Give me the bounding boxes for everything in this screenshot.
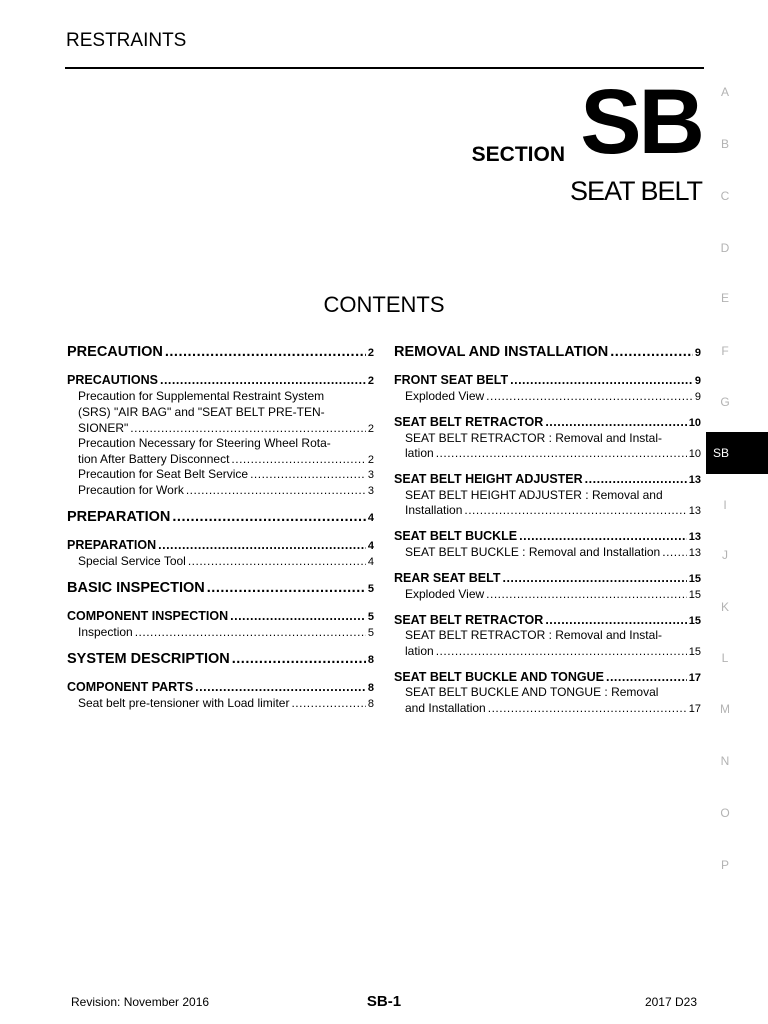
toc-entry-page: 8 — [367, 682, 374, 694]
toc-entry-title: PRECAUTION — [67, 344, 163, 360]
toc-entry-page: 5 — [367, 583, 374, 595]
toc-entry[interactable] — [394, 545, 701, 559]
toc-entry-page: 13 — [688, 547, 701, 559]
side-tab-p[interactable]: P — [720, 858, 729, 872]
toc-leader — [291, 696, 365, 710]
side-tab-j[interactable]: J — [722, 548, 728, 562]
toc-entry-title: SIONER" — [78, 421, 129, 435]
toc-entry[interactable] — [394, 373, 701, 387]
toc-entry-title: REMOVAL AND INSTALLATION — [394, 344, 609, 360]
toc-leader — [195, 680, 366, 694]
toc-entry-title: FRONT SEAT BELT — [394, 373, 509, 387]
toc-entry-title: Inspection — [78, 625, 133, 639]
toc-entry[interactable] — [67, 538, 374, 552]
side-tab-b[interactable]: B — [720, 137, 729, 151]
toc-entry[interactable] — [67, 483, 374, 497]
toc-leader — [585, 472, 687, 486]
toc-entry-title: Exploded View — [405, 389, 485, 403]
toc-leader — [135, 625, 366, 639]
side-tab-sb-active[interactable] — [706, 432, 768, 474]
toc-entry-line[interactable]: SEAT BELT HEIGHT ADJUSTER : Removal and — [405, 488, 663, 502]
toc-entry-page: 3 — [367, 485, 374, 497]
toc-leader — [231, 452, 365, 466]
side-tab-sb-label: SB — [713, 446, 730, 460]
toc-entry[interactable] — [67, 680, 374, 694]
toc-entry-page: 2 — [367, 423, 374, 435]
toc-entry-title: SYSTEM DESCRIPTION — [67, 651, 230, 667]
toc-entry-title: lation — [405, 644, 434, 658]
side-tab-g[interactable]: G — [720, 395, 730, 409]
toc-leader — [502, 571, 686, 585]
toc-entry-title: SEAT BELT RETRACTOR — [394, 415, 544, 429]
toc-entry-title: PREPARATION — [67, 509, 171, 525]
section-word: SECTION — [471, 143, 565, 166]
toc-entry-page: 5 — [367, 611, 374, 623]
toc-entry-page: 4 — [367, 556, 374, 568]
page-header-title: RESTRAINTS — [66, 30, 187, 51]
toc-leader — [188, 554, 366, 568]
toc-entry-page: 15 — [688, 615, 701, 627]
toc-entry-page: 4 — [367, 540, 374, 552]
toc-entry[interactable] — [394, 644, 701, 658]
toc-entry[interactable] — [67, 467, 374, 481]
toc-entry-line[interactable]: SEAT BELT RETRACTOR : Removal and Instal- — [405, 628, 662, 642]
side-tab-d[interactable]: D — [720, 241, 730, 255]
toc-entry[interactable] — [394, 571, 701, 585]
toc-entry[interactable] — [67, 373, 374, 387]
toc-entry-line[interactable]: SEAT BELT RETRACTOR : Removal and Instal- — [405, 431, 662, 445]
toc-leader — [165, 344, 366, 360]
toc-entry-title: SEAT BELT BUCKLE AND TONGUE — [394, 670, 604, 684]
toc-entry[interactable] — [394, 701, 701, 715]
toc-entry-title: COMPONENT INSPECTION — [67, 609, 229, 623]
toc-entry-page: 2 — [367, 454, 374, 466]
toc-entry-page: 9 — [694, 391, 701, 403]
toc-leader — [232, 651, 366, 667]
toc-leader — [130, 421, 366, 435]
side-tab-i[interactable]: I — [723, 498, 727, 512]
toc-entry[interactable] — [67, 509, 374, 525]
side-tab-l[interactable]: L — [721, 651, 729, 665]
toc-entry-page: 13 — [688, 474, 701, 486]
toc-entry-title: SEAT BELT BUCKLE — [394, 529, 518, 543]
toc-entry-title: Precaution for Seat Belt Service — [78, 467, 249, 481]
toc-entry-page: 17 — [688, 672, 701, 684]
toc-entry-page: 8 — [367, 654, 374, 666]
toc-entry-title: REAR SEAT BELT — [394, 571, 501, 585]
footer-revision: Revision: November 2016 — [71, 995, 210, 1009]
toc-entry-title: lation — [405, 446, 434, 460]
toc-leader — [662, 545, 687, 559]
toc-entry-line[interactable]: SEAT BELT BUCKLE AND TONGUE : Removal — [405, 685, 659, 699]
toc-entry[interactable] — [67, 344, 374, 360]
toc-leader — [545, 415, 686, 429]
toc-entry[interactable] — [394, 415, 701, 429]
side-tab-f[interactable]: F — [721, 344, 729, 358]
toc-entry[interactable] — [394, 670, 701, 684]
toc-entry[interactable] — [394, 344, 701, 360]
side-tab-k[interactable]: K — [720, 600, 729, 614]
toc-entry[interactable] — [394, 472, 701, 486]
toc-entry-page: 15 — [688, 646, 701, 658]
side-tab-n[interactable]: N — [720, 754, 730, 768]
side-tab-a[interactable]: A — [720, 85, 729, 99]
toc-entry-title: SEAT BELT HEIGHT ADJUSTER — [394, 472, 583, 486]
toc-leader — [486, 587, 687, 601]
toc-entry-page: 3 — [367, 469, 374, 481]
toc-leader — [230, 609, 366, 623]
toc-leader — [606, 670, 687, 684]
toc-leader — [545, 613, 686, 627]
toc-entry-page: 9 — [694, 375, 701, 387]
toc-entry-page: 10 — [688, 448, 701, 460]
toc-entry[interactable] — [394, 446, 701, 460]
toc-entry-title: PRECAUTIONS — [67, 373, 158, 387]
side-tab-c[interactable]: C — [720, 189, 730, 203]
toc-leader — [172, 509, 365, 525]
toc-entry-page: 13 — [688, 505, 701, 517]
toc-entry[interactable] — [67, 651, 374, 667]
toc-leader — [488, 701, 687, 715]
toc-entry[interactable] — [67, 421, 374, 435]
toc-entry[interactable] — [67, 696, 374, 710]
toc-leader — [186, 483, 366, 497]
section-name: SEAT BELT — [569, 176, 702, 206]
toc-leader — [464, 503, 686, 517]
side-tab-o[interactable]: O — [720, 806, 730, 820]
section-code: SB — [580, 71, 702, 173]
toc-entry-page: 17 — [688, 703, 701, 715]
toc-entry-page: 15 — [688, 589, 701, 601]
toc-entry[interactable] — [394, 389, 701, 403]
toc-entry-title: PREPARATION — [67, 538, 157, 552]
toc-entry[interactable] — [67, 580, 374, 596]
footer-model: 2017 D23 — [644, 995, 697, 1009]
toc-leader — [486, 389, 693, 403]
toc-leader — [436, 446, 687, 460]
toc-entry-title: BASIC INSPECTION — [67, 580, 205, 596]
toc-entry[interactable] — [67, 554, 374, 568]
contents-title: CONTENTS — [323, 292, 445, 317]
toc-entry[interactable] — [67, 625, 374, 639]
toc-entry-title: SEAT BELT BUCKLE : Removal and Installation — [405, 545, 661, 559]
toc-entry-page: 2 — [367, 347, 374, 359]
toc-entry-page: 8 — [367, 698, 374, 710]
toc-entry-page: 10 — [688, 417, 701, 429]
toc-entry-page: 2 — [367, 375, 374, 387]
toc-entry[interactable] — [394, 613, 701, 627]
toc-entry-title: tion After Battery Disconnect — [78, 452, 230, 466]
toc-leader — [436, 644, 687, 658]
toc-entry-page: 4 — [367, 512, 374, 524]
toc-entry-line[interactable]: Precaution for Supplemental Restraint System — [78, 389, 325, 403]
toc-leader — [250, 467, 366, 481]
toc-entry-page: 5 — [367, 627, 374, 639]
toc-leader — [519, 529, 687, 543]
toc-leader — [610, 344, 693, 360]
toc-entry[interactable] — [394, 587, 701, 601]
toc-entry-line[interactable]: (SRS) "AIR BAG" and "SEAT BELT PRE-TEN- — [78, 405, 325, 419]
toc-leader — [510, 373, 693, 387]
toc-leader — [207, 580, 366, 596]
toc-entry-title: Precaution for Work — [78, 483, 184, 497]
toc-entry-title: Installation — [405, 503, 463, 517]
side-tab-m[interactable]: M — [720, 702, 730, 716]
toc-entry-page: 13 — [688, 531, 701, 543]
toc-entry[interactable] — [67, 452, 374, 466]
toc-entry[interactable] — [394, 529, 701, 543]
toc-entry[interactable] — [67, 609, 374, 623]
toc-entry-title: COMPONENT PARTS — [67, 680, 194, 694]
toc-entry-title: Special Service Tool — [78, 554, 186, 568]
toc-leader — [160, 373, 366, 387]
toc-entry-page: 9 — [694, 347, 701, 359]
header-rule — [65, 67, 704, 69]
toc-leader — [158, 538, 366, 552]
footer-page-id: SB-1 — [366, 993, 402, 1010]
toc-entry-title: SEAT BELT RETRACTOR — [394, 613, 544, 627]
toc-entry-title: Exploded View — [405, 587, 485, 601]
toc-entry-title: Seat belt pre-tensioner with Load limiter — [78, 696, 290, 710]
toc-entry-title: and Installation — [405, 701, 486, 715]
toc-entry-line[interactable]: Precaution Necessary for Steering Wheel Rota- — [78, 436, 331, 450]
side-tab-e[interactable]: E — [720, 291, 729, 305]
toc-entry-page: 15 — [688, 573, 701, 585]
toc-entry[interactable] — [394, 503, 701, 517]
